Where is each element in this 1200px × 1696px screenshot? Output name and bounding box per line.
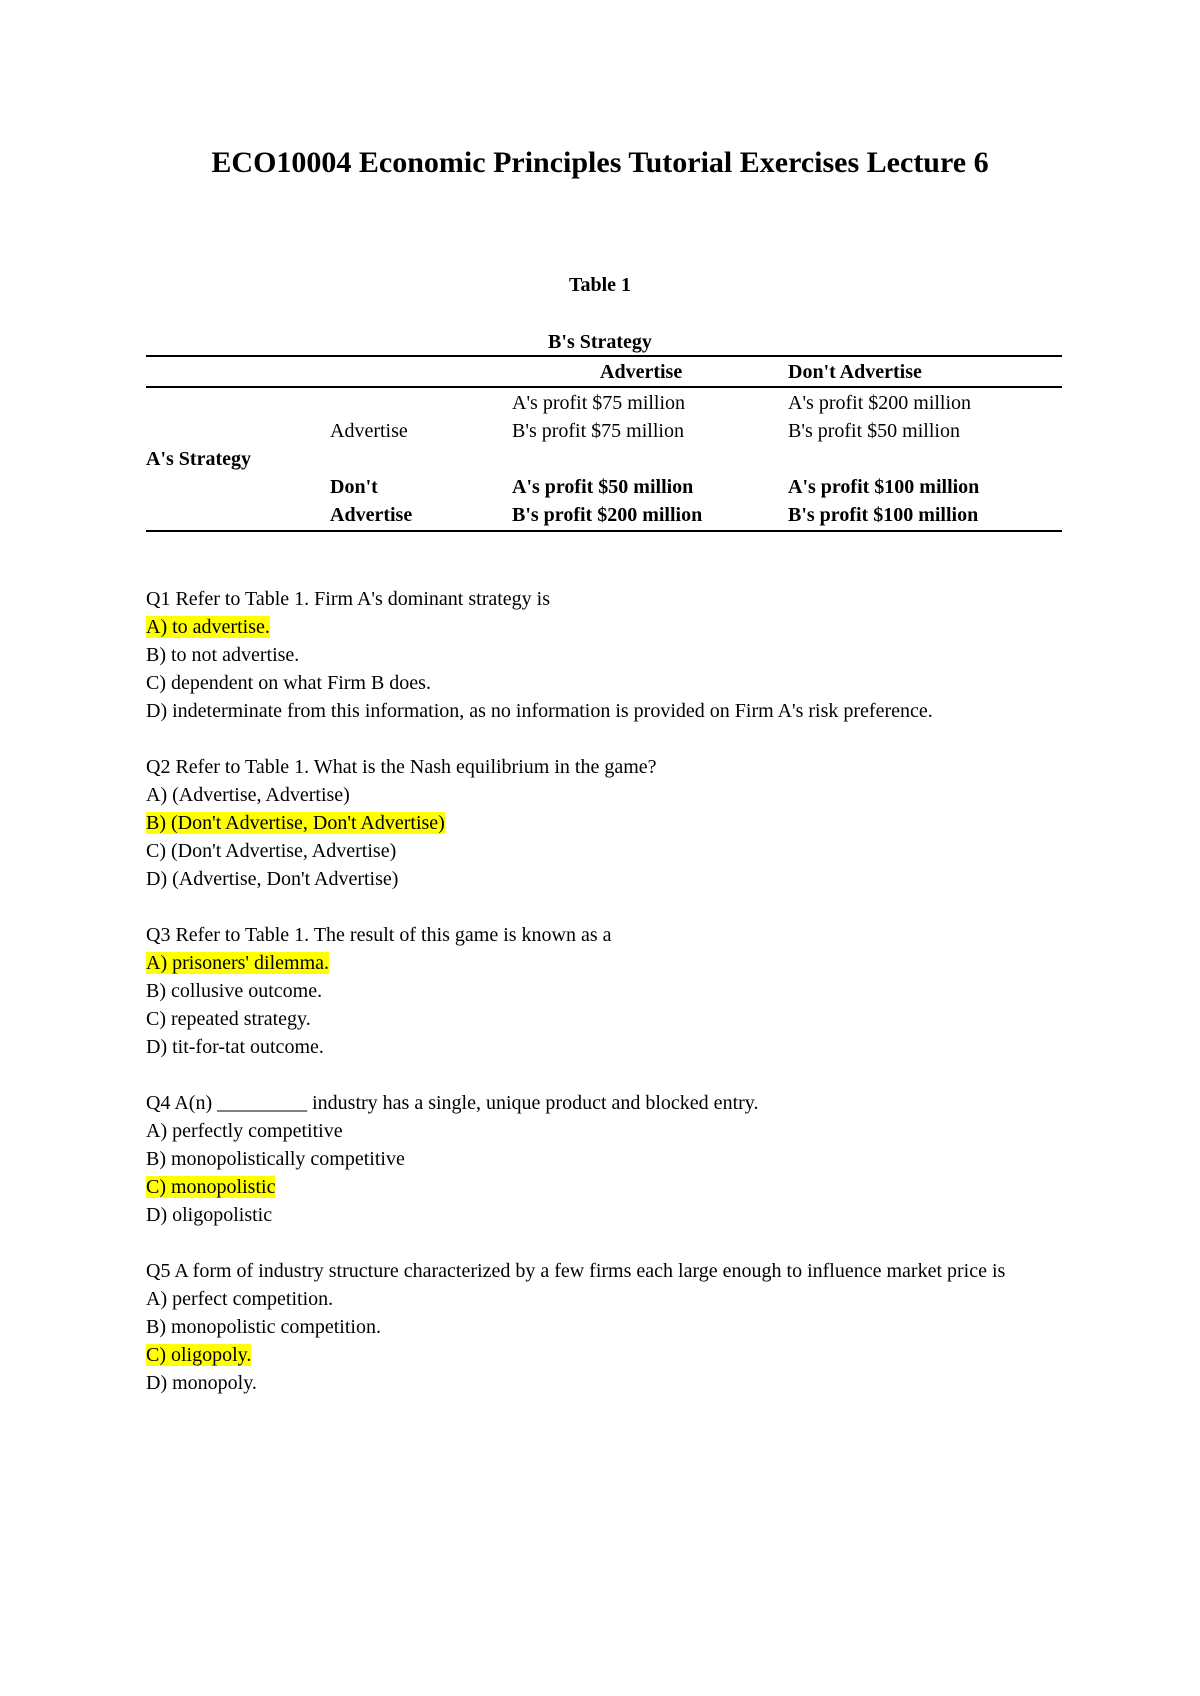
cell-r2c2-a: A's profit $100 million (788, 476, 980, 498)
cell-r1c2-b: B's profit $50 million (788, 420, 960, 442)
highlighted-answer: C) oligopoly. (146, 1344, 252, 1366)
answer-option (146, 669, 1062, 697)
option-text: C) dependent on what Firm B does. (146, 672, 431, 694)
cell-r2c1-b: B's profit $200 million (512, 504, 703, 526)
answer-option (146, 697, 1062, 725)
row-label-advertise-2: Advertise (330, 504, 413, 526)
table-bottom-rule (146, 530, 1062, 532)
answer-option (146, 809, 1062, 837)
option-text: C) repeated strategy. (146, 1008, 311, 1030)
answer-option (146, 1005, 1062, 1033)
highlighted-answer: C) monopolistic (146, 1176, 276, 1198)
question-stem: Q2 Refer to Table 1. What is the Nash equilibrium in the game? (146, 756, 657, 778)
page-title: ECO10004 Economic Principles Tutorial Exercises Lecture 6 (211, 146, 989, 179)
highlighted-answer: B) (Don't Advertise, Don't Advertise) (146, 812, 445, 834)
cell-r1c2-a: A's profit $200 million (788, 392, 972, 414)
row-label-advertise: Advertise (330, 420, 408, 442)
answer-option (146, 949, 1062, 977)
answer-option (146, 641, 1062, 669)
question-3 (146, 921, 1062, 1061)
cell-r2c1-a: A's profit $50 million (512, 476, 694, 498)
option-text: B) to not advertise. (146, 644, 300, 666)
option-text: D) (Advertise, Don't Advertise) (146, 868, 399, 890)
row-strategy-label: A's Strategy (146, 448, 251, 470)
question-stem: Q1 Refer to Table 1. Firm A's dominant strategy is (146, 588, 551, 610)
question-4 (146, 1089, 1062, 1229)
cell-r1c1-a: A's profit $75 million (512, 392, 686, 414)
option-text: B) monopolistic competition. (146, 1316, 381, 1338)
question-stem: Q4 A(n) _________ industry has a single, unique product and blocked entry. (146, 1092, 759, 1114)
answer-option (146, 1369, 1062, 1397)
cell-r2c2-b: B's profit $100 million (788, 504, 979, 526)
cell-r1c1-b: B's profit $75 million (512, 420, 684, 442)
question-1 (146, 585, 1062, 725)
col-header-advertise: Advertise (600, 361, 683, 383)
option-text: B) collusive outcome. (146, 980, 323, 1002)
table-caption: Table 1 (568, 274, 632, 296)
answer-option (146, 837, 1062, 865)
question-stem: Q5 A form of industry structure characterized by a few firms each large enough to influence market price is (146, 1260, 1006, 1282)
question-list (146, 585, 1062, 1425)
answer-option (146, 1285, 1062, 1313)
question-5 (146, 1257, 1062, 1397)
answer-option (146, 781, 1062, 809)
option-text: B) monopolistically competitive (146, 1148, 405, 1170)
question-stem: Q3 Refer to Table 1. The result of this game is known as a (146, 924, 612, 946)
option-text: A) perfectly competitive (146, 1120, 343, 1142)
answer-option (146, 977, 1062, 1005)
answer-option (146, 1145, 1062, 1173)
table-header-rule (146, 386, 1062, 388)
option-text: A) (Advertise, Advertise) (146, 784, 350, 806)
answer-option (146, 1033, 1062, 1061)
option-text: D) tit-for-tat outcome. (146, 1036, 324, 1058)
highlighted-answer: A) prisoners' dilemma. (146, 952, 330, 974)
table-top-rule (146, 355, 1062, 357)
answer-option (146, 1173, 1062, 1201)
answer-option (146, 1341, 1062, 1369)
answer-option (146, 1313, 1062, 1341)
highlighted-answer: A) to advertise. (146, 616, 270, 638)
col-header-dont-advertise: Don't Advertise (788, 361, 922, 383)
row-label-dont: Don't (330, 476, 378, 498)
answer-option (146, 1201, 1062, 1229)
question-2 (146, 753, 1062, 893)
answer-option (146, 613, 1062, 641)
option-text: D) monopoly. (146, 1372, 257, 1394)
option-text: D) indeterminate from this information, as no information is provided on Firm A's risk preference. (146, 700, 933, 722)
option-text: D) oligopolistic (146, 1204, 273, 1226)
answer-option (146, 865, 1062, 893)
option-text: C) (Don't Advertise, Advertise) (146, 840, 397, 862)
col-strategy-label: B's Strategy (548, 331, 652, 353)
option-text: A) perfect competition. (146, 1288, 334, 1310)
answer-option (146, 1117, 1062, 1145)
